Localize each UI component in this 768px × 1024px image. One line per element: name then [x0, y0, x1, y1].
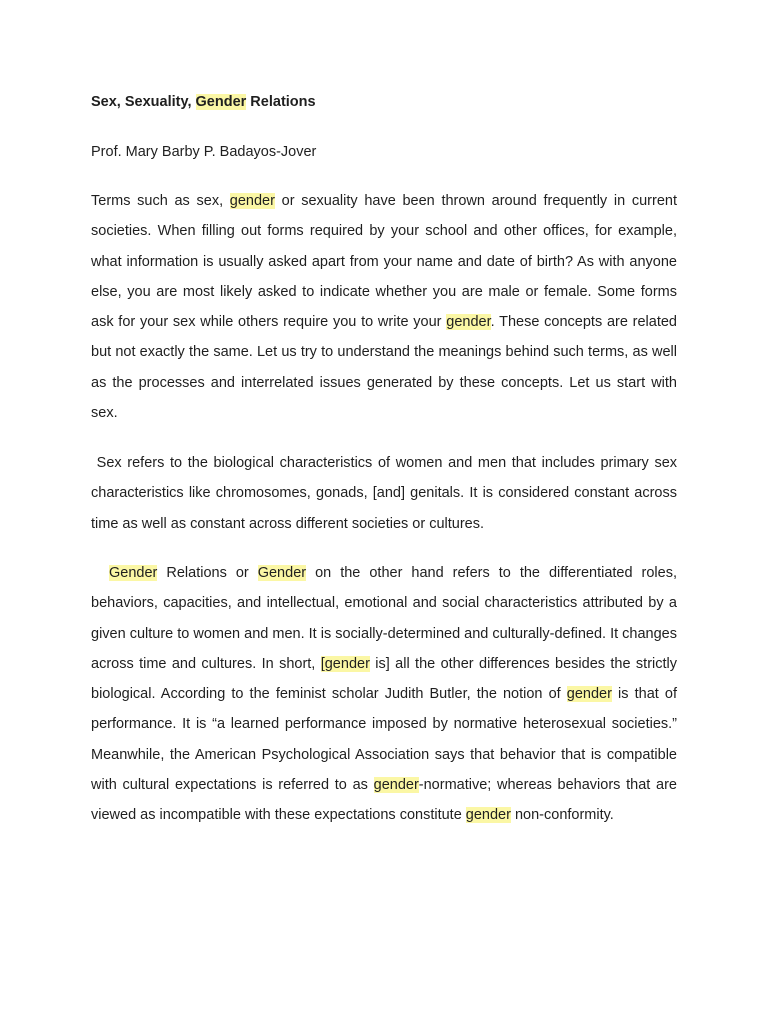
title-highlight: Gender — [195, 94, 247, 110]
paragraph-text: is] all the other differences besides the strictly biological. According to the feminist scholar Judith Butler, the notion of — [91, 655, 678, 703]
paragraph-text: on the other hand refers to the differentiated roles, behaviors, capacities, and intellectual, emotional and social characteristics attributed by a given culture to women and men. It is socially-determined and culturally-defined. It changes across time and cultures. In short, — [91, 565, 677, 672]
title-text-end: Relations — [246, 94, 316, 110]
paragraph-text: -normative; whereas behaviors that are viewed as incompatible with these expectations constitute — [91, 777, 677, 824]
title-text-start: Sex, Sexuality, — [91, 94, 196, 110]
paragraph-text: Sex refers to the biological characteristics of women and men that includes primary sex characteristics like chromosomes, gonads, [and] genitals. It is considered constant across time as well as constant across different societies or cultures. — [91, 455, 678, 532]
highlighted-term: gender — [373, 777, 419, 794]
highlighted-term: Gender — [257, 565, 307, 581]
highlighted-term: Gender — [109, 565, 158, 581]
document-title — [91, 92, 316, 112]
highlighted-term: gender — [566, 686, 612, 703]
paragraph-text: Relations or — [157, 565, 258, 581]
highlighted-term: gender — [465, 807, 511, 824]
highlighted-term: gender — [229, 193, 275, 209]
paragraph-text: Terms such as sex, — [91, 193, 230, 209]
paragraph-text: or sexuality have been thrown around frequently in current societies. When filling out forms required by your school and other offices, for example, what information is usually asked apart from your name and date of birth? As with anyone else, you are most likely asked to indicate whether you are male or female. Some forms ask for your sex while others require you to write your — [91, 193, 677, 331]
document-author: Prof. Mary Barby P. Badayos-Jover — [91, 144, 317, 160]
paragraph-gender — [91, 558, 677, 831]
paragraph-terms — [91, 186, 677, 428]
highlighted-term: gender — [446, 314, 491, 331]
paragraph-sex — [91, 448, 677, 539]
paragraph-text: non-conformity. — [510, 807, 614, 824]
paragraph-text: is that of performance. It is “a learned performance imposed by normative heterosexual societies.” Meanwhile, the American Psychological Association says that behavior that is compatible with cultural expectations is referred to as — [91, 686, 678, 794]
paragraph-text: . These concepts are related but not exactly the same. Let us try to understand the meanings behind such terms, as well as the processes and interrelated issues generated by these concepts. Let us start with sex. — [91, 314, 677, 422]
highlighted-term: [gender — [320, 655, 370, 672]
